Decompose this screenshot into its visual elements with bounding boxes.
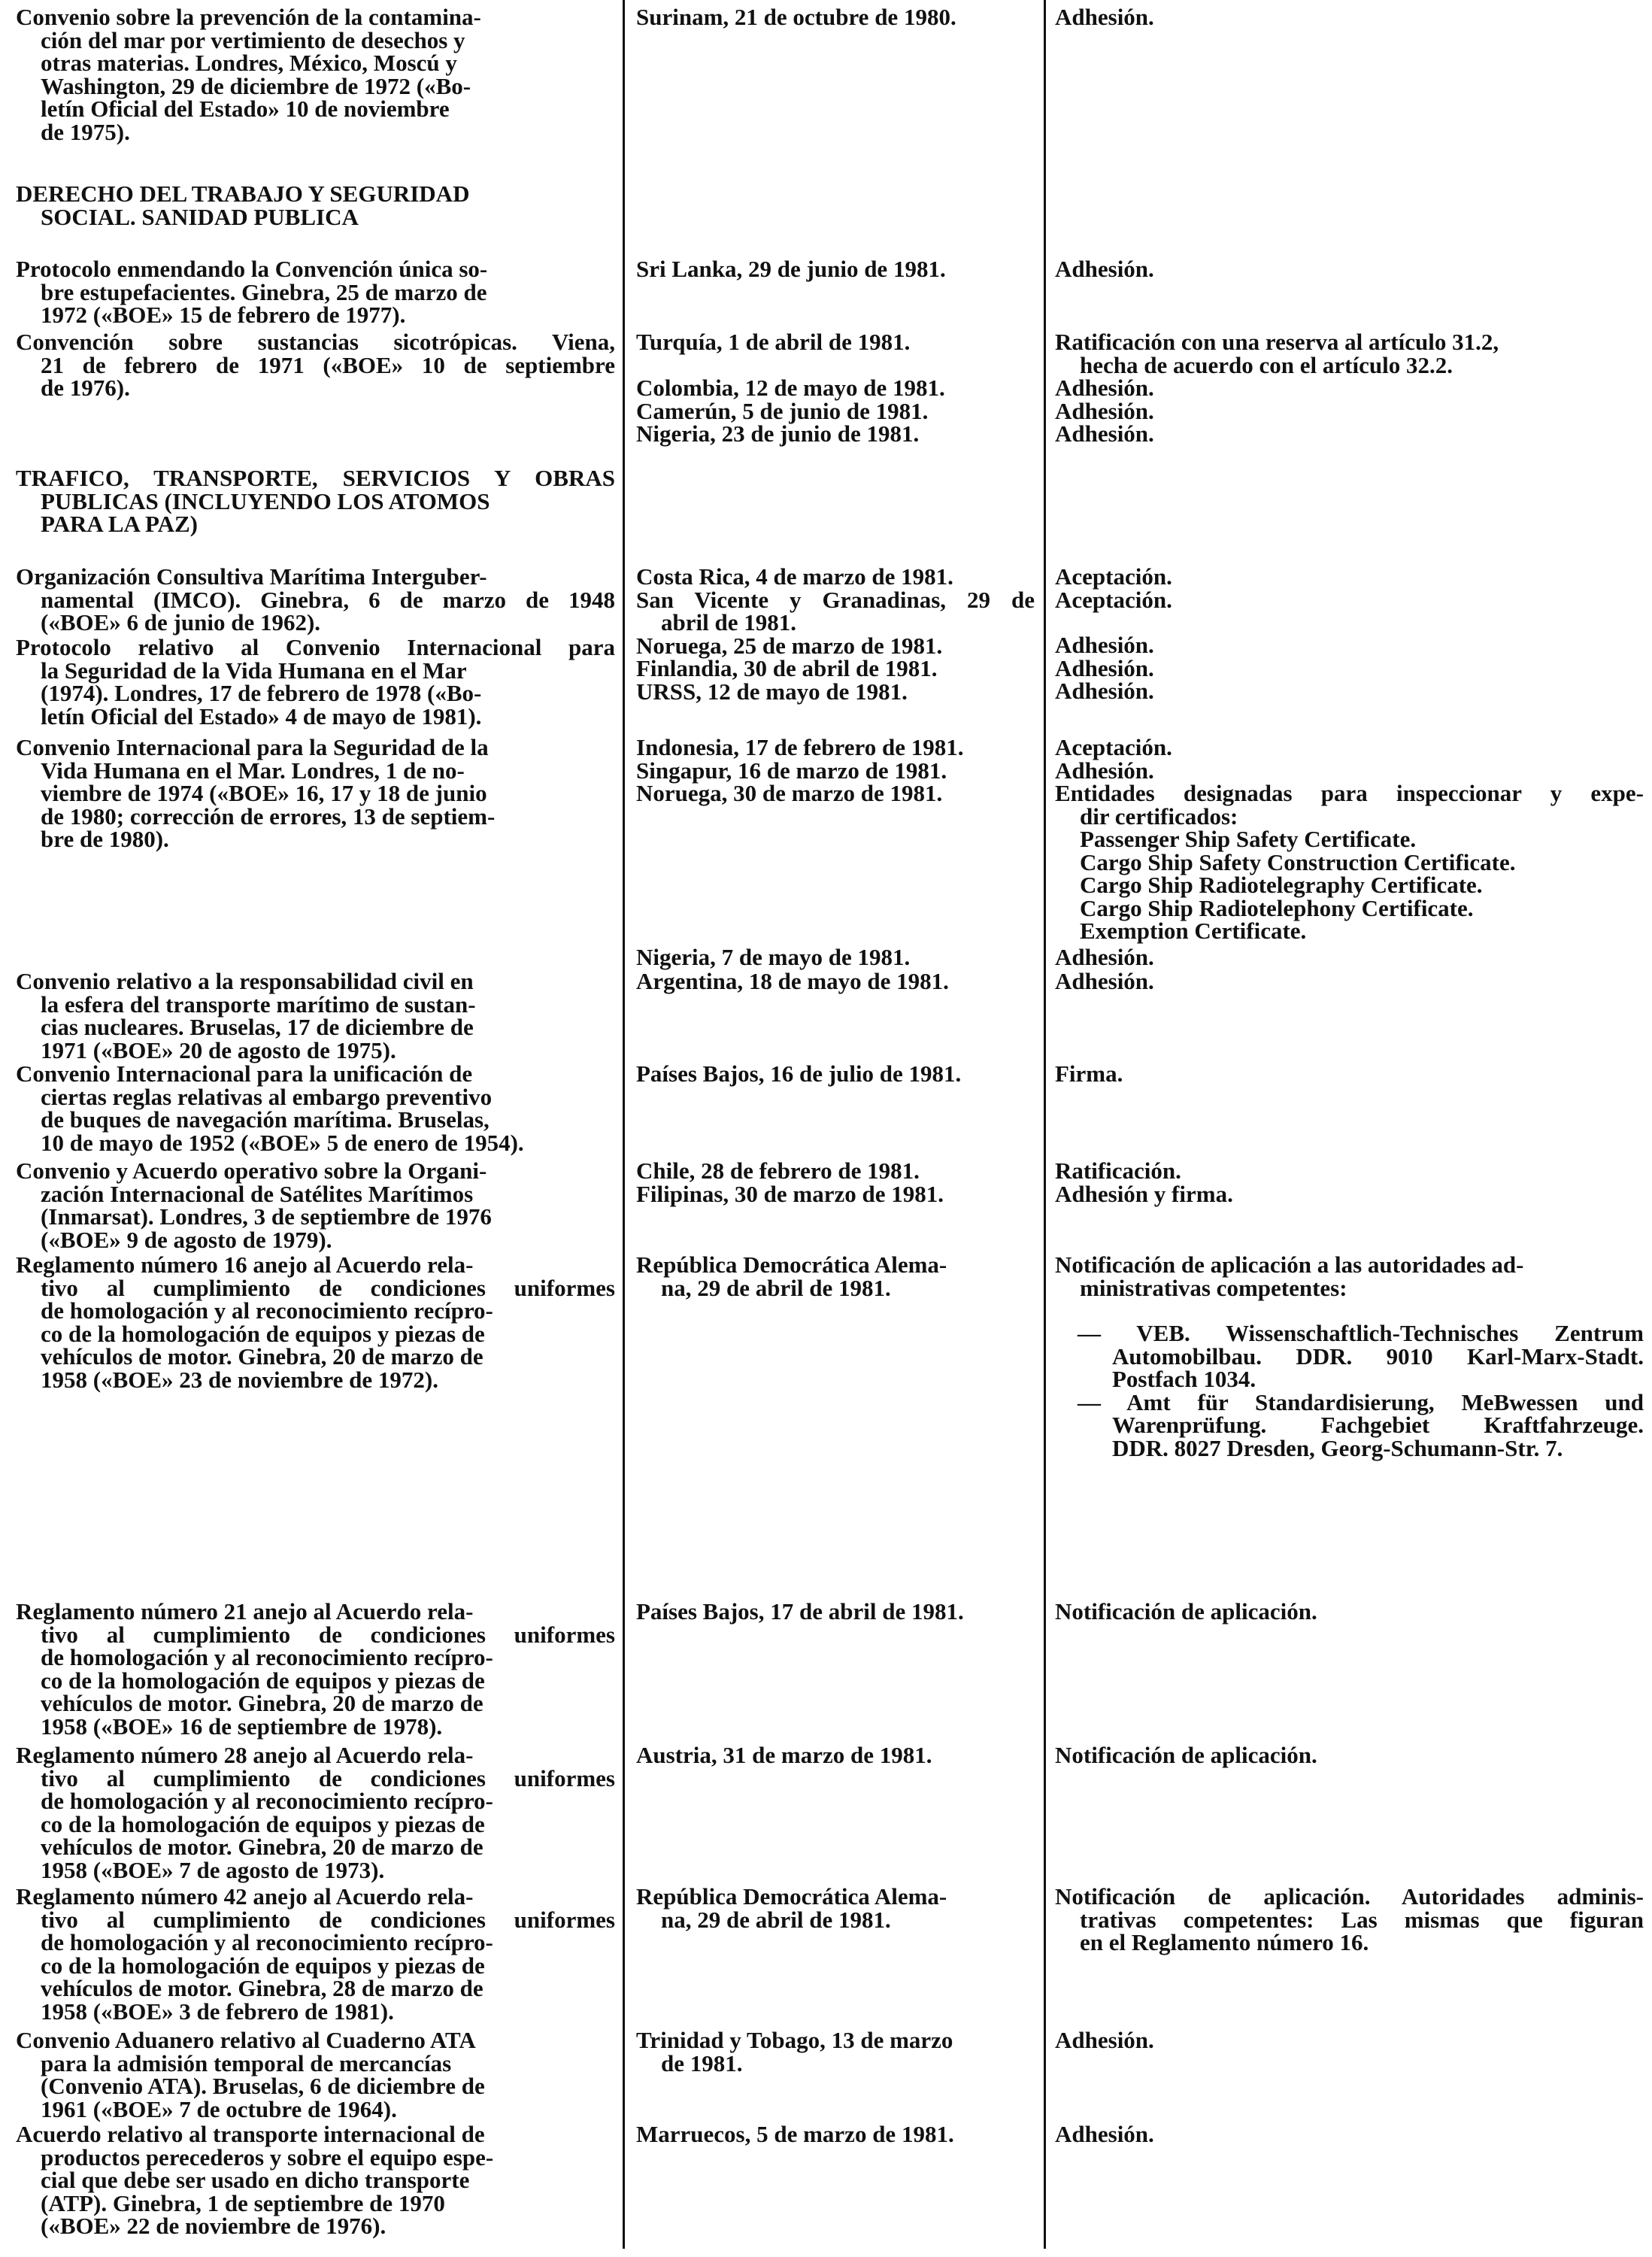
treaty-entry (16, 636, 615, 728)
text-line: co de la homologación de equipos y piezas de (41, 1667, 485, 1694)
text-line: Países Bajos, 17 de abril de 1981. (636, 1598, 964, 1624)
action-entry (1055, 736, 1644, 943)
state-entry (636, 6, 1035, 29)
treaty-entry (16, 1251, 615, 1393)
text-line: tivo al cumplimiento de condiciones uniformes (41, 1906, 615, 1933)
text-line: tivo al cumplimiento de condiciones uniformes (41, 1274, 615, 1301)
text-line: vehículos de motor. Ginebra, 20 de marzo de (41, 1690, 483, 1716)
text-line: Reglamento número 42 anejo al Acuerdo rela- (16, 1883, 474, 1910)
treaty-entry (16, 1744, 615, 1882)
text-line: Notificación de aplicación. (1055, 1598, 1317, 1624)
state-entry (636, 258, 1035, 281)
text-line: Passenger Ship Safety Certificate. (1080, 826, 1417, 852)
text-line: Marruecos, 5 de marzo de 1981. (636, 2121, 954, 2147)
text-line: SOCIAL. SANIDAD PUBLICA (41, 203, 359, 230)
text-line: Adhesión. (1055, 4, 1154, 30)
action-entry (1055, 331, 1644, 377)
state-entry (636, 1251, 1035, 1301)
text-line: Adhesión. (1055, 375, 1154, 401)
action-entry (1055, 946, 1644, 969)
text-line: URSS, 12 de mayo de 1981. (636, 678, 908, 705)
text-line: trativas competentes: Las mismas que figuran (1080, 1906, 1644, 1933)
text-line: Protocolo relativo al Convenio Internacional para (16, 634, 615, 660)
state-entry (636, 1744, 1035, 1767)
text-line: 1958 («BOE» 7 de agosto de 1973). (41, 1856, 385, 1883)
text-line: Finlandia, 30 de abril de 1981. (636, 655, 938, 681)
state-entry (636, 2123, 1035, 2146)
action-entry (1055, 1600, 1644, 1624)
text-line: de 1981. (661, 2049, 743, 2077)
text-line: Vida Humana en el Mar. Londres, 1 de no- (41, 757, 465, 784)
treaty-entry (16, 1600, 615, 1738)
text-line: co de la homologación de equipos y piezas de (41, 1810, 485, 1837)
treaty-entry (16, 6, 615, 144)
treaty-entry (16, 2123, 615, 2238)
text-line: namental (IMCO). Ginebra, 6 de marzo de 1948 (41, 586, 615, 613)
text-line: vehículos de motor. Ginebra, 28 de marzo de (41, 1975, 483, 2001)
text-line: («BOE» 22 de noviembre de 1976). (41, 2213, 386, 2239)
state-entry (636, 563, 1035, 705)
text-line: San Vicente y Granadinas, 29 de (636, 586, 1035, 613)
text-line: Adhesión. (1055, 757, 1154, 784)
text-line: Reglamento número 21 anejo al Acuerdo rela- (16, 1598, 474, 1624)
action-entry (1055, 1744, 1644, 1767)
text-line: Exemption Certificate. (1080, 918, 1307, 944)
text-line: Surinam, 21 de octubre de 1980. (636, 4, 956, 30)
treaty-entry (16, 736, 615, 851)
text-line: de 1980; corrección de errores, 13 de septiem- (41, 802, 496, 830)
text-line: tivo al cumplimiento de condiciones uniformes (41, 1621, 615, 1648)
treaty-entry (16, 331, 615, 400)
text-line: Colombia, 12 de mayo de 1981. (636, 375, 945, 401)
text-line: PARA LA PAZ) (41, 511, 198, 537)
text-line: tivo al cumplimiento de condiciones uniformes (41, 1764, 615, 1791)
text-line: Aceptación. (1055, 586, 1172, 613)
text-line: Reglamento número 28 anejo al Acuerdo rela- (16, 1742, 474, 1768)
text-line: Aceptación. (1055, 734, 1172, 760)
text-line: de homologación y al reconocimiento recípro- (41, 1929, 493, 1955)
text-line: (ATP). Ginebra, 1 de septiembre de 1970 (41, 2189, 445, 2216)
text-line: hecha de acuerdo con el artículo 32.2. (1080, 351, 1453, 378)
text-line: Ratificación. (1055, 1157, 1181, 1184)
text-line: de homologación y al reconocimiento recípro- (41, 1788, 493, 1814)
text-line: la Seguridad de la Vida Humana en el Mar (41, 657, 467, 684)
text-line: letín Oficial del Estado» 4 de mayo de 1981). (41, 702, 482, 730)
text-line: Postfach 1034. (1112, 1366, 1256, 1392)
text-line: Argentina, 18 de mayo de 1981. (636, 968, 949, 994)
text-line: de 1976). (41, 375, 130, 401)
text-line: co de la homologación de equipos y piezas de (41, 1320, 485, 1347)
text-line: Costa Rica, 4 de marzo de 1981. (636, 563, 953, 590)
text-line: 1958 («BOE» 3 de febrero de 1981). (41, 1998, 394, 2025)
text-line: Warenprüfung. Fachgebiet Kraftfahrzeuge. (1112, 1412, 1644, 1438)
text-line: Cargo Ship Radiotelegraphy Certificate. (1080, 872, 1483, 898)
text-line: otras materias. Londres, México, Moscú y (41, 50, 457, 76)
action-entry (1055, 1322, 1644, 1460)
action-entry (1055, 1885, 1644, 1955)
text-line: Cargo Ship Radiotelephony Certificate. (1080, 894, 1474, 921)
text-line: Camerún, 5 de junio de 1981. (636, 397, 929, 424)
text-line: Notificación de aplicación. (1055, 1742, 1317, 1768)
action-entry (1055, 377, 1644, 446)
state-entry (636, 970, 1035, 994)
text-line: 1972 («BOE» 15 de febrero de 1977). (41, 302, 406, 328)
text-line: ciertas reglas relativas al embargo preventivo (41, 1083, 493, 1110)
text-line: na, 29 de abril de 1981. (661, 1274, 891, 1301)
text-line: Entidades designadas para inspeccionar y expe- (1055, 780, 1644, 806)
text-line: — VEB. Wissenschaftlich-Technisches Zentrum (1078, 1320, 1644, 1346)
action-entry (1055, 2029, 1644, 2052)
text-line: DDR. 8027 Dresden, Georg-Schumann-Str. 7. (1112, 1434, 1563, 1461)
action-entry (1055, 970, 1644, 994)
text-line: de homologación y al reconocimiento recípro- (41, 1644, 493, 1670)
state-entry (636, 377, 1035, 446)
state-entry (636, 331, 1035, 354)
text-line: Sri Lanka, 29 de junio de 1981. (636, 256, 946, 282)
state-entry (636, 736, 1035, 805)
text-line: Noruega, 25 de marzo de 1981. (636, 632, 943, 659)
text-line: República Democrática Alema- (636, 1883, 947, 1910)
text-line: Nigeria, 7 de mayo de 1981. (636, 944, 911, 970)
treaty-entry (16, 1060, 615, 1156)
text-line: 10 de mayo de 1952 («BOE» 5 de enero de 1954). (41, 1129, 524, 1156)
text-line: Adhesión. (1055, 654, 1154, 681)
text-line: na, 29 de abril de 1981. (661, 1906, 891, 1933)
action-entry (1055, 563, 1644, 613)
text-line: dir certificados: (1080, 802, 1238, 830)
text-line: Notificación de aplicación. Autoridades adminis- (1055, 1883, 1644, 1910)
action-entry (1055, 258, 1644, 281)
text-line: 1961 («BOE» 7 de octubre de 1964). (41, 2095, 397, 2122)
text-line: Protocolo enmendando la Convención única so- (16, 256, 488, 282)
text-line: Aceptación. (1055, 563, 1172, 590)
text-line: letín Oficial del Estado» 10 de noviembre (41, 96, 450, 122)
text-line: vehículos de motor. Ginebra, 20 de marzo de (41, 1343, 483, 1370)
treaty-entry (16, 258, 615, 327)
text-line: de buques de navegación marítima. Bruselas, (41, 1106, 490, 1133)
text-line: bre de 1980). (41, 826, 169, 852)
state-entry (636, 2029, 1035, 2075)
text-line: Adhesión. (1055, 256, 1154, 282)
text-line: TRAFICO, TRANSPORTE, SERVICIOS Y OBRAS (16, 465, 615, 491)
action-entry (1055, 1060, 1644, 1087)
text-line: Convenio sobre la prevención de la contamina- (16, 4, 481, 30)
text-line: Países Bajos, 16 de julio de 1981. (636, 1060, 962, 1087)
action-entry (1055, 1157, 1644, 1207)
text-line: abril de 1981. (661, 609, 796, 636)
text-line: ministrativas competentes: (1080, 1274, 1347, 1301)
text-line: Adhesión. (1055, 2027, 1154, 2053)
text-line: 1971 («BOE» 20 de agosto de 1975). (41, 1036, 396, 1063)
text-line: (1974). Londres, 17 de febrero de 1978 («Bo- (41, 680, 482, 706)
text-line: Trinidad y Tobago, 13 de marzo (636, 2027, 953, 2053)
text-line: Automobilbau. DDR. 9010 Karl-Marx-Stadt. (1112, 1342, 1644, 1370)
text-line: 1958 («BOE» 16 de septiembre de 1978). (41, 1712, 443, 1740)
text-line: cias nucleares. Bruselas, 17 de diciembre de (41, 1014, 474, 1040)
action-entry (1055, 634, 1644, 703)
text-line: Convenio relativo a la responsabilidad civil en (16, 968, 474, 994)
text-line: Adhesión. (1055, 397, 1154, 424)
text-line: Indonesia, 17 de febrero de 1981. (636, 734, 964, 760)
text-line: Ratificación con una reserva al artículo 31.2, (1055, 329, 1499, 355)
text-line: Adhesión. (1055, 420, 1154, 447)
text-line: Adhesión. (1055, 678, 1154, 704)
treaty-entry (16, 1885, 615, 2023)
text-line: en el Reglamento número 16. (1080, 1929, 1369, 1955)
text-line: de 1975). (41, 118, 130, 145)
treaty-entry (16, 563, 615, 636)
text-line: Notificación de aplicación a las autoridades ad- (1055, 1251, 1524, 1278)
text-line: Acuerdo relativo al transporte internacional de (16, 2121, 485, 2147)
text-line: Firma. (1055, 1060, 1123, 1087)
text-line: (Convenio ATA). Bruselas, 6 de diciembre de (41, 2073, 485, 2099)
section-heading (16, 467, 615, 536)
text-line: la esfera del transporte marítimo de sustan- (41, 990, 476, 1018)
text-line: Noruega, 30 de marzo de 1981. (636, 780, 943, 806)
text-line: de homologación y al reconocimiento recípro- (41, 1297, 493, 1324)
text-line: 1958 («BOE» 23 de noviembre de 1972). (41, 1366, 438, 1393)
state-entry (636, 1600, 1035, 1624)
text-line: Convenio Internacional para la Seguridad de la (16, 734, 489, 760)
text-line: Adhesión. (1055, 968, 1154, 994)
text-line: Singapur, 16 de marzo de 1981. (636, 757, 947, 784)
text-line: Convenio Internacional para la unificación de (16, 1060, 473, 1087)
text-line: PUBLICAS (INCLUYENDO LOS ATOMOS (41, 487, 490, 514)
text-line: República Democrática Alema- (636, 1251, 947, 1278)
text-line: Turquía, 1 de abril de 1981. (636, 329, 911, 355)
text-line: productos perecederos y sobre el equipo espe- (41, 2143, 494, 2171)
text-line: Adhesión. (1055, 2121, 1154, 2147)
text-line: viembre de 1974 («BOE» 16, 17 y 18 de junio (41, 780, 487, 806)
text-line: Adhesión y firma. (1055, 1180, 1233, 1207)
text-line: («BOE» 9 de agosto de 1979). (41, 1226, 332, 1253)
text-line: Reglamento número 16 anejo al Acuerdo rela- (16, 1251, 474, 1278)
text-line: 21 de febrero de 1971 («BOE» 10 de septiembre (41, 351, 615, 378)
column-divider-right (1044, 0, 1046, 2249)
state-entry (636, 946, 1035, 969)
column-divider-left (623, 0, 625, 2249)
text-line: co de la homologación de equipos y piezas de (41, 1952, 485, 1979)
text-line: Convenio Aduanero relativo al Cuaderno ATA (16, 2027, 476, 2053)
text-line: para la admisión temporal de mercancías (41, 2049, 452, 2077)
text-line: ción del mar por vertimiento de desechos y (41, 26, 465, 53)
treaty-entry (16, 1157, 615, 1253)
text-line: cial que debe ser usado en dicho transporte (41, 2167, 470, 2193)
text-line: Organización Consultiva Marítima Interguber- (16, 563, 487, 590)
text-line: — Amt für Standardisierung, MeBwessen und (1078, 1388, 1644, 1415)
state-entry (636, 1157, 1035, 1207)
text-line: Convenio y Acuerdo operativo sobre la Organi- (16, 1157, 487, 1184)
text-line: Washington, 29 de diciembre de 1972 («Bo- (41, 72, 471, 99)
text-line: Adhesión. (1055, 944, 1154, 970)
text-line: («BOE» 6 de junio de 1962). (41, 609, 321, 636)
state-entry (636, 1885, 1035, 1931)
action-entry (1055, 2123, 1644, 2146)
text-line: vehículos de motor. Ginebra, 20 de marzo de (41, 1834, 483, 1860)
text-line: bre estupefacientes. Ginebra, 25 de marzo de (41, 278, 487, 305)
text-line: Nigeria, 23 de junio de 1981. (636, 420, 920, 447)
section-heading (16, 180, 615, 230)
text-line: Adhesión. (1055, 632, 1154, 658)
text-line: Convención sobre sustancias sicotrópicas. Viena, (16, 329, 615, 355)
treaty-entry (16, 970, 615, 1062)
text-line: Chile, 28 de febrero de 1981. (636, 1157, 920, 1184)
state-entry (636, 1060, 1035, 1087)
text-line: (Inmarsat). Londres, 3 de septiembre de 1976 (41, 1203, 492, 1230)
action-entry (1055, 6, 1644, 29)
text-line: Austria, 31 de marzo de 1981. (636, 1742, 932, 1768)
text-line: DERECHO DEL TRABAJO Y SEGURIDAD (16, 180, 470, 207)
action-entry (1055, 1251, 1644, 1301)
text-line: Filipinas, 30 de marzo de 1981. (636, 1180, 944, 1207)
text-line: Cargo Ship Safety Construction Certificate. (1080, 848, 1516, 875)
treaty-entry (16, 2029, 615, 2121)
text-line: zación Internacional de Satélites Marítimos (41, 1180, 474, 1207)
